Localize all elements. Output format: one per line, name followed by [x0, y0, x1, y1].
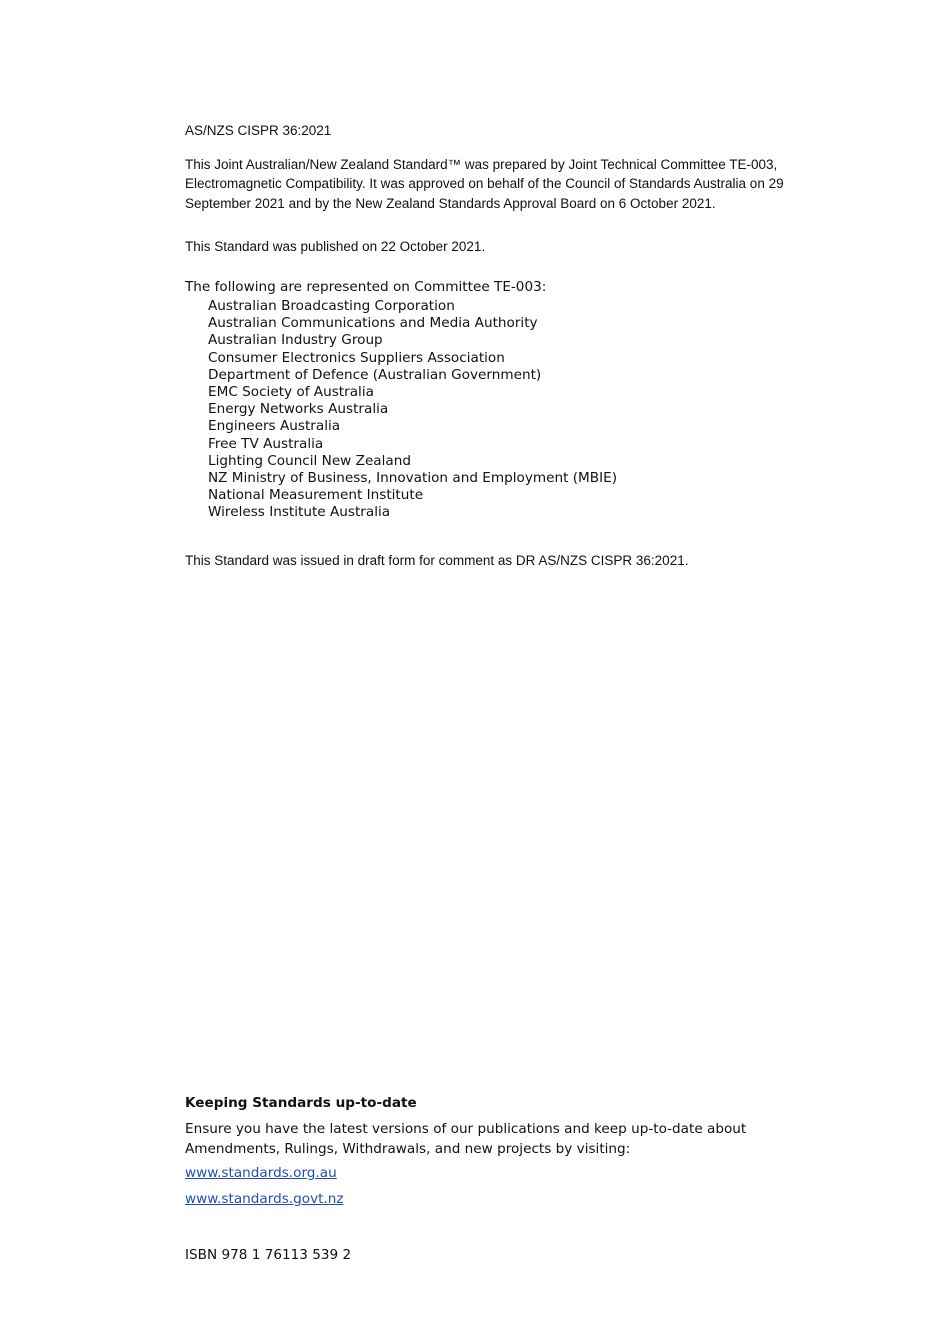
- standards-new-zealand-link[interactable]: www.standards.govt.nz: [185, 1191, 344, 1207]
- standards-australia-link[interactable]: www.standards.org.au: [185, 1165, 337, 1181]
- committee-member: Energy Networks Australia: [208, 401, 389, 418]
- publication-date-line: This Standard was published on 22 October 2021.: [185, 239, 486, 254]
- isbn: ISBN 978 1 76113 539 2: [185, 1247, 352, 1263]
- up-to-date-text: Ensure you have the latest versions of our publications and keep up-to-date about Amendments, Rulings, Withdrawals, and new projects by visiting:: [185, 1121, 747, 1157]
- committee-member-list: [208, 298, 617, 521]
- up-to-date-heading: Keeping Standards up-to-date: [185, 1095, 417, 1111]
- committee-member: Free TV Australia: [208, 435, 324, 452]
- committee-member: Wireless Institute Australia: [208, 504, 391, 521]
- committee-member: Engineers Australia: [208, 418, 341, 435]
- approval-paragraph: This Joint Australian/New Zealand Standard™ was prepared by Joint Technical Committee TE-003, Electromagnetic Compatibility. It was approved on behalf of the Council of Standards Australia on 29 September 2021 and by the New Zealand Standards Approval Board on 6 October 2021.: [185, 157, 784, 211]
- committee-member: Australian Broadcasting Corporation: [208, 298, 455, 314]
- committee-member: Lighting Council New Zealand: [208, 452, 411, 469]
- draft-notice: This Standard was issued in draft form for comment as DR AS/NZS CISPR 36:2021.: [185, 553, 689, 568]
- committee-member: Department of Defence (Australian Government): [208, 366, 542, 383]
- committee-member: Consumer Electronics Suppliers Association: [208, 349, 505, 366]
- committee-member: National Measurement Institute: [208, 487, 424, 504]
- document-identifier: AS/NZS CISPR 36:2021: [185, 123, 332, 138]
- committee-member: Australian Communications and Media Authority: [208, 315, 538, 332]
- committee-member: Australian Industry Group: [208, 332, 383, 349]
- committee-member: NZ Ministry of Business, Innovation and Employment (MBIE): [208, 469, 617, 486]
- committee-member: EMC Society of Australia: [208, 383, 374, 400]
- committee-intro: The following are represented on Committee TE-003:: [185, 279, 547, 295]
